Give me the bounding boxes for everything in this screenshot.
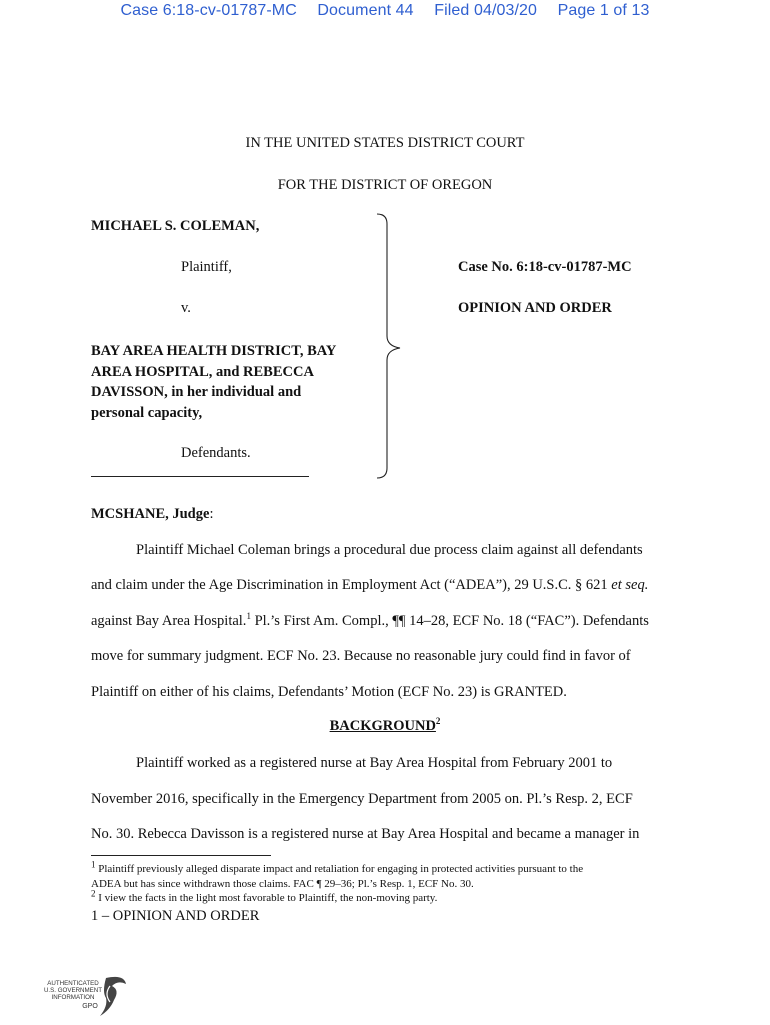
footnote-ref: 1 [246, 611, 251, 622]
gpo-line-2: U.S. GOVERNMENT [43, 987, 103, 994]
header-document: Document 44 [317, 2, 414, 19]
text-span: Pl.’s First Am. Compl., ¶¶ 14–28, ECF No. 18 (“FAC”). Defendants [250, 613, 649, 629]
paragraph-line [91, 577, 648, 594]
gpo-authentication-logo [40, 972, 130, 1020]
footnote-number: 2 [91, 888, 96, 899]
text-span: against Bay Area Hospital. [91, 613, 247, 629]
footnote-number: 1 [91, 859, 96, 870]
gpo-line-1: AUTHENTICATED [47, 980, 99, 987]
text-span: and claim under the Age Discrimination in Employment Act (“ADEA”), 29 U.S.C. § 621 [91, 577, 612, 593]
caption-brace [372, 212, 408, 480]
court-district: FOR THE DISTRICT OF OREGON [277, 177, 493, 193]
court-title: IN THE UNITED STATES DISTRICT COURT [245, 135, 525, 151]
paragraph-line: Plaintiff worked as a registered nurse at Bay Area Hospital from February 2001 to [136, 755, 613, 771]
footnote-1 [91, 859, 584, 875]
defendant-line: DAVISSON, in her individual and [91, 384, 302, 400]
case-number: Case No. 6:18-cv-01787-MC [458, 259, 632, 275]
page-footer: 1 – OPINION AND ORDER [91, 908, 260, 924]
footnote-1-cont: ADEA but has since withdrawn those claims. FAC ¶ 29–36; Pl.’s Resp. 1, ECF No. 30. [91, 878, 474, 890]
heading-text: BACKGROUND [329, 718, 436, 734]
paragraph-line [91, 613, 649, 630]
gpo-eagle-icon [40, 972, 130, 1020]
gpo-line-3: INFORMATION [51, 994, 95, 1001]
defendant-line: AREA HOSPITAL, and REBECCA [91, 363, 314, 380]
gpo-line-4: GPO [82, 1003, 98, 1010]
plaintiff-name: MICHAEL S. COLEMAN, [91, 218, 260, 234]
footnote-text: I view the facts in the light most favorable to Plaintiff, the non-moving party. [95, 892, 438, 904]
defendant-line: BAY AREA HEALTH DISTRICT, BAY [91, 343, 337, 359]
footnote-text: Plaintiff previously alleged disparate impact and retaliation for engaging in protected activities pursuant to the [95, 863, 584, 875]
filing-header [0, 2, 770, 20]
header-filed: Filed 04/03/20 [434, 2, 538, 19]
footnote-rule [91, 855, 271, 856]
judge-colon: : [209, 506, 214, 522]
judge-name: MCSHANE, Judge [91, 506, 210, 522]
paragraph-line: Plaintiff on either of his claims, Defendants’ Motion (ECF No. 23) is GRANTED. [91, 684, 567, 700]
paragraph-line: No. 30. Rebecca Davisson is a registered nurse at Bay Area Hospital and became a manager in [91, 826, 640, 842]
footnote-ref: 2 [435, 716, 441, 727]
defendants-names [91, 341, 336, 423]
italic-span: et seq. [611, 577, 649, 593]
defendants-role: Defendants. [181, 445, 251, 461]
header-page: Page 1 of 13 [557, 2, 650, 19]
document-title: OPINION AND ORDER [458, 300, 612, 316]
caption-rule [91, 476, 309, 477]
defendant-line: personal capacity, [91, 404, 203, 421]
header-case: Case 6:18-cv-01787-MC [120, 2, 297, 19]
paragraph-line: move for summary judgment. ECF No. 23. Because no reasonable jury could find in favor of [91, 648, 631, 664]
paragraph-line: November 2016, specifically in the Emergency Department from 2005 on. Pl.’s Resp. 2, ECF [91, 791, 633, 807]
footnote-2 [91, 888, 438, 904]
plaintiff-role: Plaintiff, [181, 259, 232, 275]
judge-line [91, 506, 213, 523]
section-heading [0, 718, 770, 735]
versus: v. [181, 300, 191, 316]
paragraph-line: Plaintiff Michael Coleman brings a procedural due process claim against all defendants [136, 542, 643, 558]
